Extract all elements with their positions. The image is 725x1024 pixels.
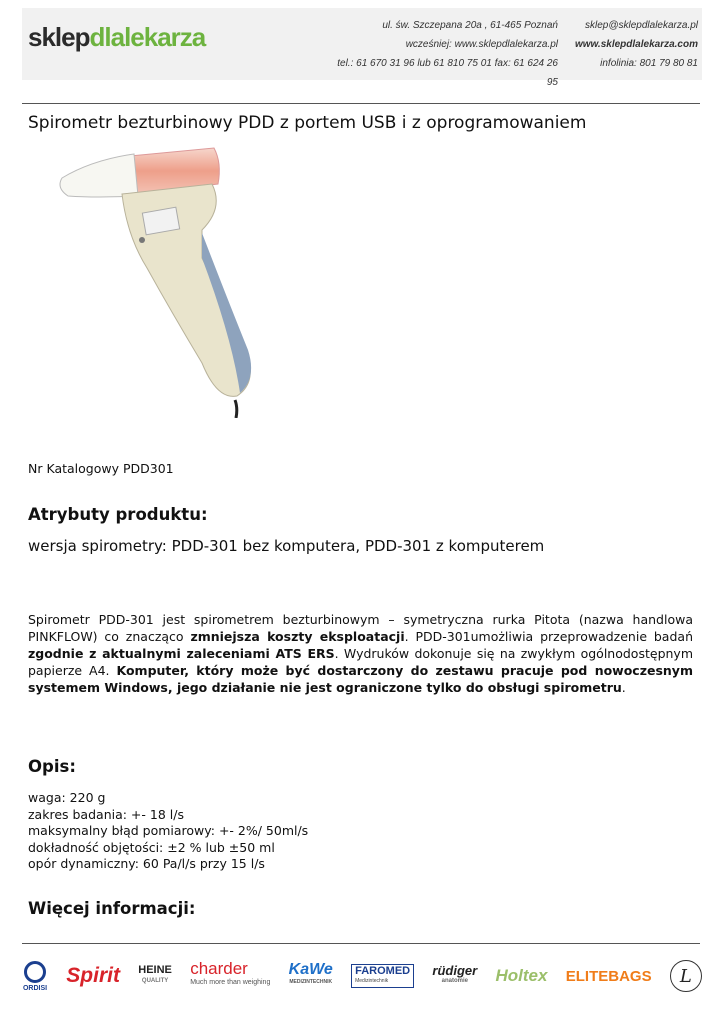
rudiger-label: rüdiger <box>432 963 478 978</box>
specs-heading: Opis: <box>28 757 76 776</box>
website-link[interactable]: www.sklepdlalekarza.com <box>574 39 698 50</box>
kawe-sub: MEDIZINTECHNIK <box>289 979 333 985</box>
shop-logo[interactable] <box>28 22 205 53</box>
brand-elitebags-logo[interactable]: ELITEBAGS <box>565 967 652 985</box>
desc-text-2: . PDD-301umożliwia przeprowadzenie badań <box>404 629 693 644</box>
desc-text-1: Spirometr PDD-301 jest spirometrem bezturbinowym – symetryczna rurka Pitota (nazwa handlowa PINKFLOW) co znacząco <box>28 612 693 644</box>
address: ul. św. Szczepana 20a , 61-465 Poznań <box>382 20 558 31</box>
logo-part-lekarza: lekarza <box>124 22 206 52</box>
contact-address-block <box>332 16 558 92</box>
desc-text-4: . <box>621 680 626 695</box>
kawe-label: KaWe <box>288 961 333 978</box>
spec-item: waga: 220 g <box>28 790 106 805</box>
faromed-label: FAROMED <box>355 965 411 977</box>
faromed-sub: Medizintechnik <box>355 978 389 984</box>
spec-item: zakres badania: +- 18 l/s <box>28 806 184 822</box>
catalog-number: Nr Katalogowy PDD301 <box>28 461 174 476</box>
logo-part-dla: dla <box>89 22 125 52</box>
brand-charder-logo[interactable] <box>190 959 271 990</box>
heine-sub: QUALITY <box>141 978 169 984</box>
header-divider <box>22 103 700 104</box>
brand-logos <box>22 954 702 998</box>
brand-ordisi-logo[interactable] <box>22 961 48 992</box>
brand-spirit-logo[interactable]: Spirit <box>66 964 120 987</box>
brand-holtex-logo[interactable]: Holtex <box>495 966 548 985</box>
product-description <box>28 611 693 696</box>
spirometer-image <box>52 138 262 418</box>
email-link[interactable]: sklep@sklepdlalekarza.pl <box>585 20 698 31</box>
footer-divider <box>22 943 700 944</box>
contact-online-block <box>570 16 698 73</box>
ordisi-label: ORDISI <box>22 984 48 992</box>
page-header <box>22 8 702 88</box>
more-info-heading: Więcej informacji: <box>28 899 196 918</box>
desc-bold-1: zmniejsza koszty eksploatacji <box>190 629 405 644</box>
logo-part-sklep: sklep <box>28 22 90 52</box>
desc-bold-2: zgodnie z aktualnymi zaleceniami ATS ERS <box>28 646 335 661</box>
hotline: infolinia: 801 79 80 81 <box>600 58 698 69</box>
brand-rudiger-logo[interactable] <box>432 963 478 986</box>
brand-kawe-logo[interactable] <box>288 961 333 988</box>
charder-sub: Much more than weighing <box>190 979 271 986</box>
desc-bold-3: Komputer, który może być dostarczony do zestawu pracuje pod nowoczesnym systemem Windows, jego działanie nie jest ograniczone tylko do obsługi spirometru <box>28 663 693 695</box>
spec-item: maksymalny błąd pomiarowy: +- 2%/ 50ml/s <box>28 823 309 838</box>
attributes-heading: Atrybuty produktu: <box>28 505 208 524</box>
rudiger-sub: anatomie <box>441 978 468 984</box>
spec-item: dokładność objętości: ±2 % lub ±50 ml <box>28 839 275 855</box>
product-title: Spirometr bezturbinowy PDD z portem USB i z oprogramowaniem <box>28 113 587 133</box>
attribute-version: wersja spirometry: PDD-301 bez komputera, PDD-301 z komputerem <box>28 537 545 555</box>
phone-numbers: tel.: 61 670 31 96 lub 61 810 75 01 fax: 61 624 26 95 <box>337 58 558 88</box>
brand-faromed-logo[interactable] <box>351 964 414 988</box>
charder-label: charder <box>190 959 248 978</box>
brand-littmann-logo[interactable]: L <box>670 960 702 992</box>
specs-list <box>28 790 308 873</box>
heine-label: HEINE <box>138 964 172 976</box>
spec-item: opór dynamiczny: 60 Pa/l/s przy 15 l/s <box>28 856 265 871</box>
brand-heine-logo[interactable] <box>138 966 172 986</box>
desc-text-3: . Wydruków dokonuje się na zwykłym ogólnodostępnym papierze A4. <box>28 646 693 678</box>
former-website: wcześniej: www.sklepdlalekarza.pl <box>405 39 558 50</box>
